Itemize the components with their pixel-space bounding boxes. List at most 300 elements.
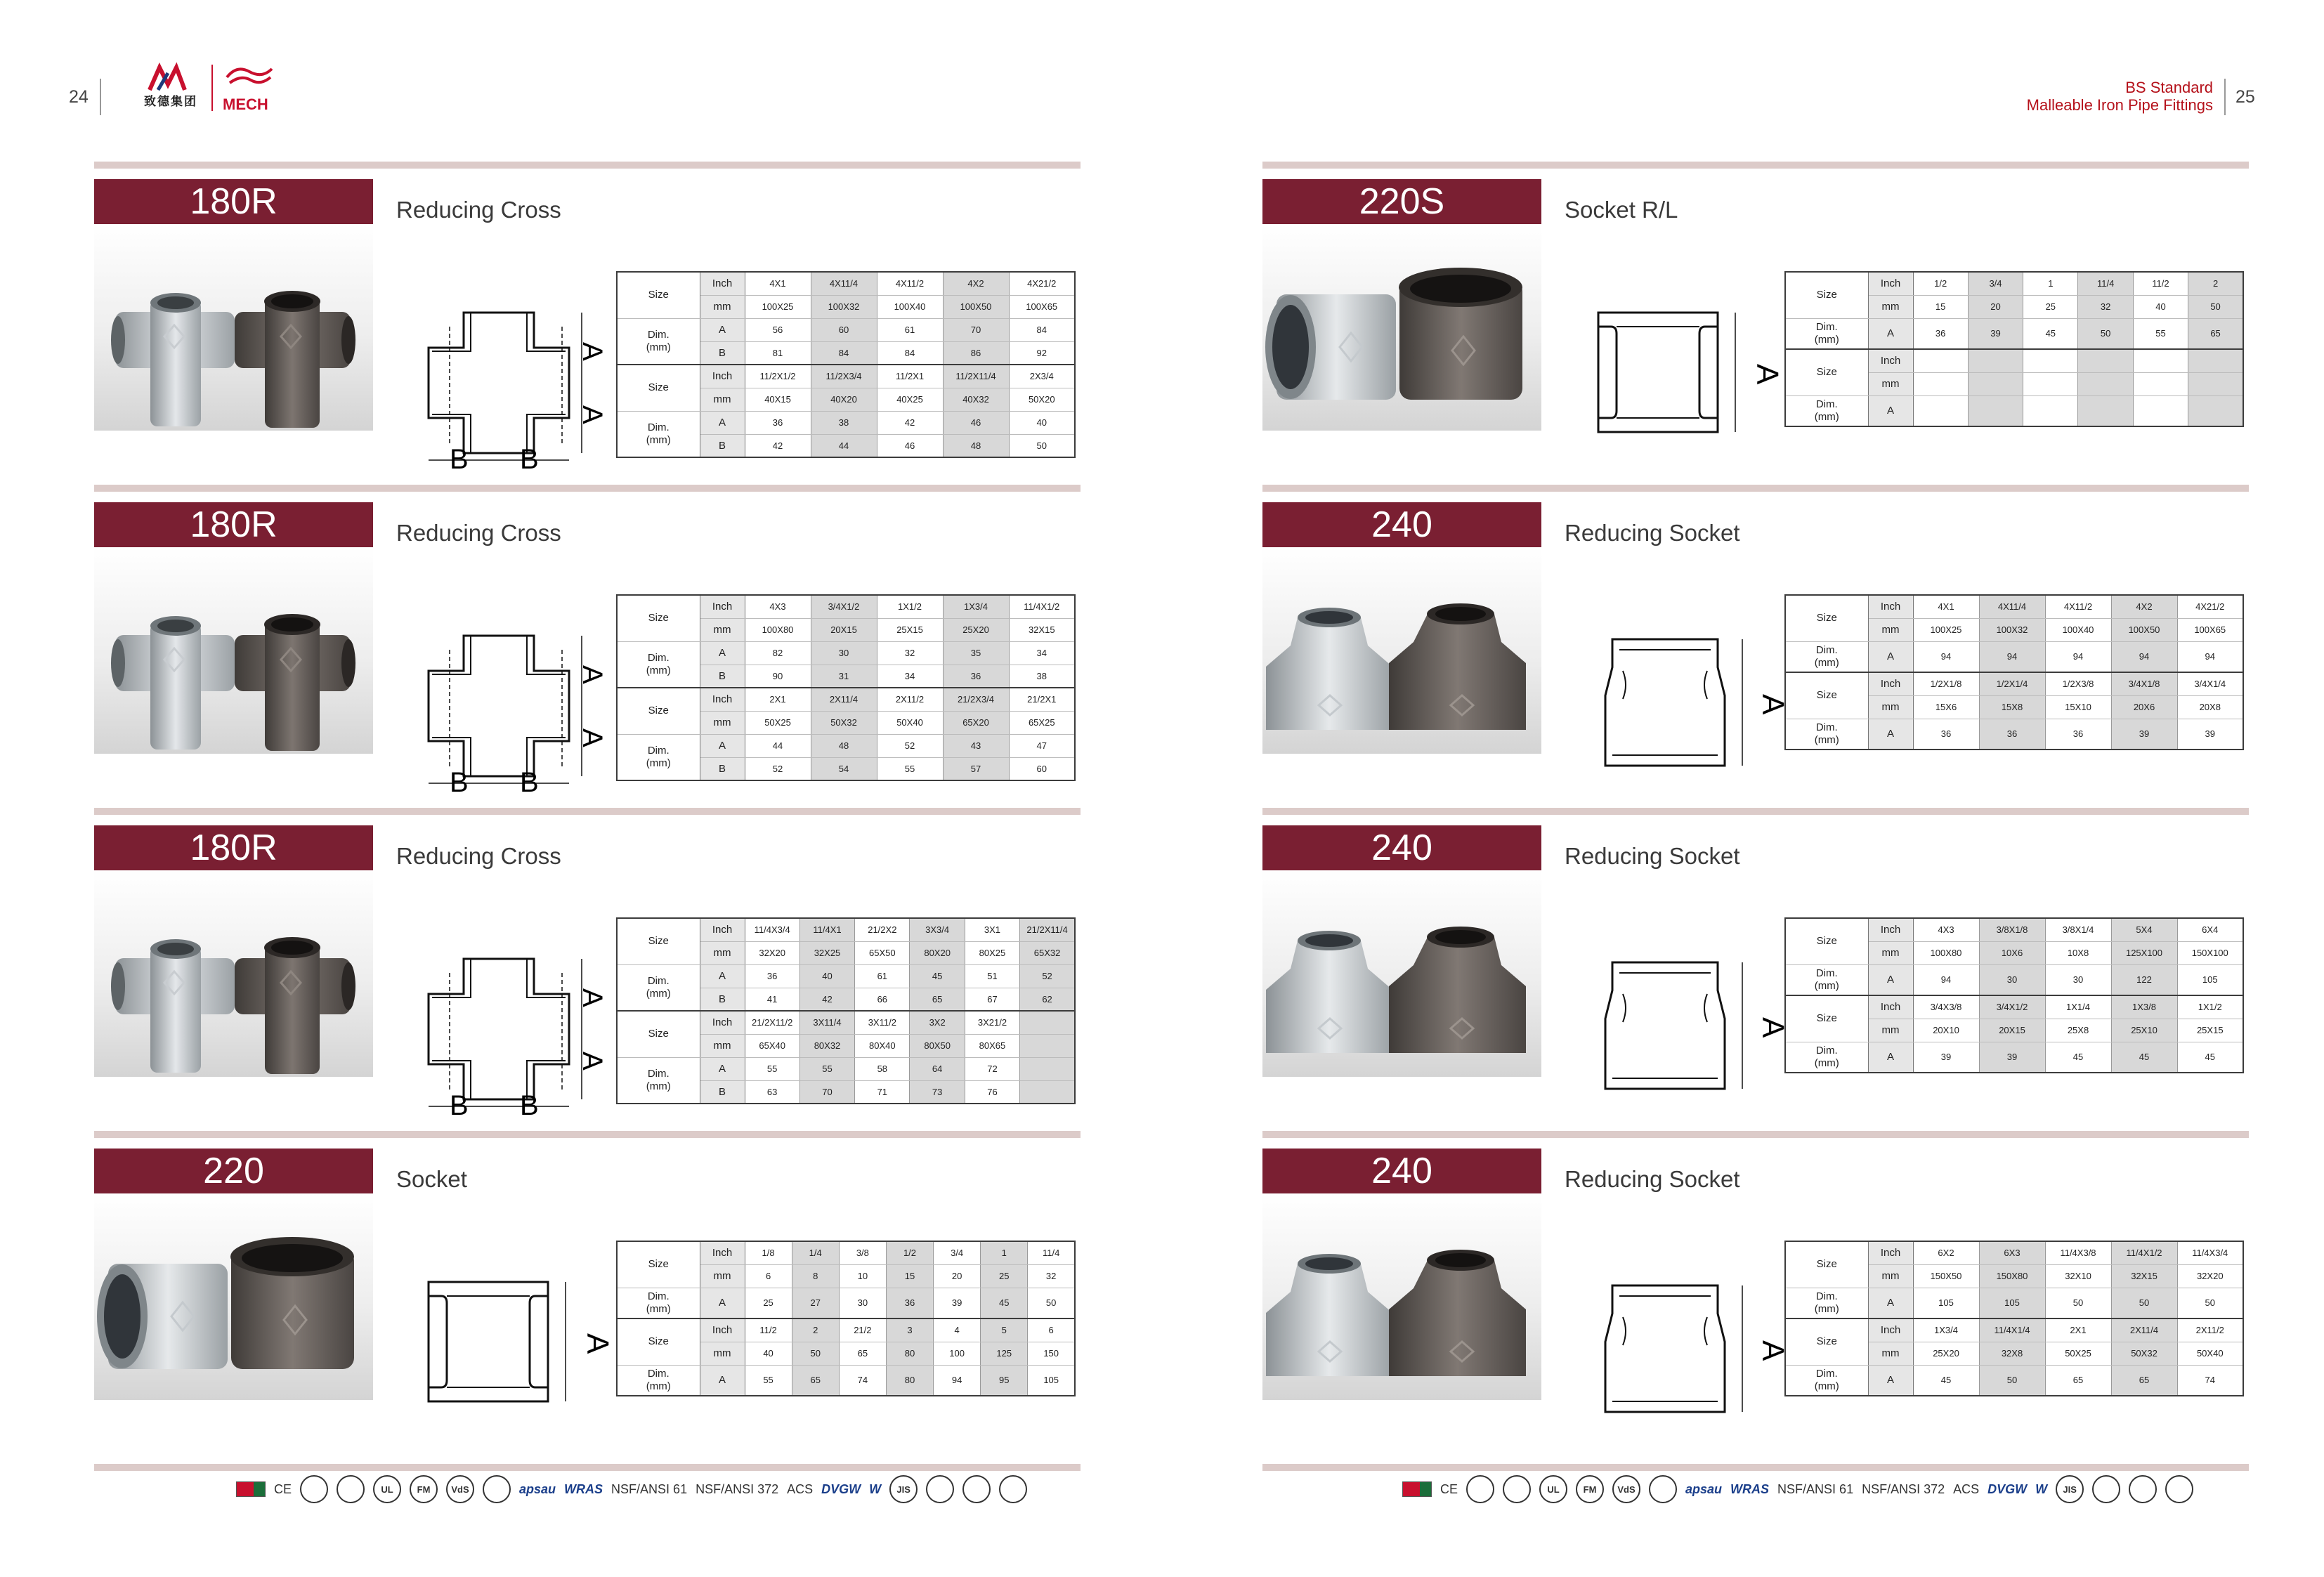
inch-size-cell: 5 (981, 1318, 1028, 1342)
size-label: Size (617, 918, 700, 964)
size-label: Size (617, 365, 700, 411)
mm-size-cell (1020, 1034, 1075, 1057)
dim-label-line2: (mm) (1814, 1302, 1839, 1315)
product-photo (1262, 1193, 1541, 1400)
dim-a-cell: 45 (2045, 1042, 2111, 1073)
section-divider (94, 485, 1081, 492)
inch-unit-label: Inch (1868, 349, 1913, 372)
dim-label-line1: Dim. (647, 744, 670, 757)
spec-table (1784, 271, 2244, 427)
dim-b-cell: 66 (855, 988, 910, 1011)
mm-size-cell: 25X20 (943, 618, 1009, 641)
nsf372-text: NSF/ANSI 372 (696, 1481, 779, 1496)
mm-unit-label: mm (1868, 1019, 1913, 1042)
mm-size-cell: 65X50 (855, 941, 910, 964)
svg-text:A: A (577, 405, 608, 424)
company-logo (144, 63, 285, 114)
product-photo (1262, 870, 1541, 1077)
dim-b-cell: 38 (1009, 665, 1075, 688)
certification-bar-left (236, 1474, 1027, 1505)
dim-a-cell (2188, 395, 2243, 426)
inch-size-cell: 3X21/2 (965, 1011, 1019, 1034)
dim-label (617, 964, 700, 1011)
product-code-badge: 180R (94, 502, 373, 547)
pct-icon (999, 1475, 1027, 1503)
dim-label (1785, 719, 1868, 750)
mm-size-cell: 10X6 (1979, 941, 2045, 964)
dim-a-cell: 51 (965, 964, 1019, 988)
inch-size-cell: 4 (934, 1318, 981, 1342)
mm-unit-label: mm (1868, 695, 1913, 719)
product-title: Reducing Cross (396, 843, 561, 869)
mm-size-cell: 80X32 (799, 1034, 854, 1057)
dim-a-cell: 44 (745, 734, 811, 757)
product-photo (94, 224, 373, 431)
dim-a-cell: 39 (1913, 1042, 1979, 1073)
dim-a-cell: 45 (2177, 1042, 2243, 1073)
inch-size-cell: 1 (2023, 272, 2078, 295)
inch-size-cell (2133, 349, 2188, 372)
footer-divider-left (94, 1464, 1081, 1471)
dim-a-cell: 80 (886, 1365, 933, 1396)
certification-bar-right (1402, 1474, 2193, 1505)
size-label: Size (617, 1241, 700, 1288)
dim-a-cell: 50 (2045, 1288, 2111, 1318)
mm-size-cell: 15 (886, 1264, 933, 1288)
inch-size-cell: 2X1 (2045, 1318, 2111, 1342)
dim-a-cell: 50 (2078, 318, 2133, 349)
dim-a-cell: 45 (2111, 1042, 2177, 1073)
dim-b-cell: 41 (745, 988, 799, 1011)
mm-size-cell: 15X10 (2045, 695, 2111, 719)
inch-size-cell: 11/4X3/8 (2045, 1241, 2111, 1264)
mm-size-cell: 100X80 (1913, 941, 1979, 964)
dim-a-cell: 36 (1913, 719, 1979, 750)
mm-size-cell: 40X25 (877, 388, 943, 411)
dim-b-cell: 34 (877, 665, 943, 688)
dim-a-cell: 55 (2133, 318, 2188, 349)
dim-a-cell: 105 (1979, 1288, 2045, 1318)
inch-size-cell: 3/4X1/2 (1979, 995, 2045, 1019)
inch-size-cell: 1X1/4 (2045, 995, 2111, 1019)
product-title: Socket R/L (1565, 197, 1678, 223)
product-code-badge: 220 (94, 1149, 373, 1193)
table-row-dim-a (617, 1288, 1075, 1318)
dim-b-label: B (700, 341, 745, 365)
table-row-dim-a (1785, 1042, 2243, 1073)
dim-a-cell: 36 (745, 411, 811, 434)
inch-unit-label: Inch (700, 1318, 745, 1342)
mm-size-cell: 100 (934, 1342, 981, 1365)
section-divider (94, 808, 1081, 815)
inch-size-cell: 4X2 (943, 272, 1009, 295)
dim-a-label: A (1868, 1042, 1913, 1073)
dim-label-line2: (mm) (646, 1302, 671, 1315)
mm-size-cell: 40X32 (943, 388, 1009, 411)
dim-a-cell: 94 (2045, 641, 2111, 672)
footer-divider-right (1262, 1464, 2249, 1471)
dim-label (617, 411, 700, 457)
dim-a-cell: 39 (1968, 318, 2023, 349)
inch-size-cell: 2X11/2 (2177, 1318, 2243, 1342)
product-title: Reducing Socket (1565, 520, 1740, 546)
dim-a-cell: 39 (2111, 719, 2177, 750)
inch-size-cell: 2X11/2 (877, 688, 943, 711)
dim-a-cell: 35 (943, 641, 1009, 665)
dim-a-label: A (700, 734, 745, 757)
inch-size-cell: 21/2X11/2 (745, 1011, 799, 1034)
inch-size-cell: 3 (886, 1318, 933, 1342)
dim-a-cell: 64 (910, 1057, 965, 1080)
dim-label-line1: Dim. (1815, 721, 1838, 733)
dim-label-line2: (mm) (1814, 1056, 1839, 1069)
svg-text:A: A (577, 728, 608, 747)
mm-unit-label: mm (1868, 1264, 1913, 1288)
inch-size-cell: 3X11/2 (855, 1011, 910, 1034)
inch-unit-label: Inch (700, 688, 745, 711)
mm-size-cell: 100X25 (745, 295, 811, 318)
mm-size-cell: 50X20 (1009, 388, 1075, 411)
dim-label (617, 734, 700, 780)
dim-a-cell: 52 (877, 734, 943, 757)
inch-unit-label: Inch (700, 918, 745, 941)
mm-size-cell: 65X25 (1009, 711, 1075, 734)
dim-a-cell: 50 (1979, 1365, 2045, 1396)
table-row-dim-a (617, 641, 1075, 665)
size-label: Size (617, 1318, 700, 1365)
table-row-dim-a (1785, 641, 2243, 672)
inch-size-cell: 3/8X1/4 (2045, 918, 2111, 941)
header-divider (100, 79, 101, 115)
inch-size-cell: 3/4 (1968, 272, 2023, 295)
mm-size-cell: 50X25 (745, 711, 811, 734)
dim-label-line2: (mm) (646, 341, 671, 353)
mm-size-cell: 32X15 (2111, 1264, 2177, 1288)
mm-size-cell: 8 (792, 1264, 839, 1288)
mm-size-cell: 10 (839, 1264, 886, 1288)
dim-a-cell: 65 (2045, 1365, 2111, 1396)
dim-a-cell: 36 (2045, 719, 2111, 750)
mm-size-cell: 32X10 (2045, 1264, 2111, 1288)
dim-a-cell (1913, 395, 1968, 426)
inch-size-cell: 11/2 (2133, 272, 2188, 295)
dim-a-cell: 56 (745, 318, 811, 341)
inch-size-cell: 1/4 (792, 1241, 839, 1264)
dim-a-cell: 39 (1979, 1042, 2045, 1073)
dim-a-cell: 34 (1009, 641, 1075, 665)
inch-size-cell: 1/8 (745, 1241, 792, 1264)
dim-b-cell: 46 (877, 434, 943, 457)
inch-size-cell (1913, 349, 1968, 372)
dim-b-cell: 90 (745, 665, 811, 688)
svg-text:A: A (1750, 364, 1784, 385)
dim-b-cell: 42 (745, 434, 811, 457)
dim-label (1785, 964, 1868, 995)
dim-a-cell: 48 (811, 734, 877, 757)
inch-size-cell: 3/4X1/2 (811, 595, 877, 618)
svg-text:A: A (577, 665, 608, 684)
inch-size-cell: 4X1 (1913, 595, 1979, 618)
mm-size-cell: 25X8 (2045, 1019, 2111, 1042)
dim-a-cell: 47 (1009, 734, 1075, 757)
dim-b-label: B (700, 757, 745, 780)
dim-b-cell: 42 (799, 988, 854, 1011)
mm-size-cell: 25 (981, 1264, 1028, 1288)
dim-a-label: A (1868, 318, 1913, 349)
dim-b-cell: 92 (1009, 341, 1075, 365)
dim-a-cell: 105 (1913, 1288, 1979, 1318)
inch-unit-label: Inch (1868, 272, 1913, 295)
dim-a-cell: 46 (943, 411, 1009, 434)
dim-a-cell: 39 (2177, 719, 2243, 750)
meide-logo-icon (144, 63, 200, 94)
inch-size-cell: 3/8X1/8 (1979, 918, 2045, 941)
size-label: Size (617, 272, 700, 318)
inch-unit-label: Inch (700, 365, 745, 388)
wras-logo: WRAS (1730, 1481, 1770, 1496)
mm-size-cell: 6 (745, 1264, 792, 1288)
sii-icon (300, 1475, 328, 1503)
dim-label-line2: (mm) (646, 1380, 671, 1392)
mm-unit-label: mm (1868, 295, 1913, 318)
table-row-dim-a (1785, 1288, 2243, 1318)
table-row-inch (1785, 595, 2243, 618)
mm-size-cell: 80X40 (855, 1034, 910, 1057)
table-row-inch (1785, 1241, 2243, 1264)
technical-drawing (400, 608, 611, 798)
svg-text:B: B (450, 1090, 469, 1121)
inch-size-cell: 21/2X2 (855, 918, 910, 941)
dim-a-cell: 61 (855, 964, 910, 988)
inch-size-cell: 3X2 (910, 1011, 965, 1034)
inch-unit-label: Inch (1868, 1241, 1913, 1264)
wras-logo: WRAS (564, 1481, 603, 1496)
dim-a-label: A (700, 1365, 745, 1396)
table-row-inch (617, 1241, 1075, 1264)
mm-size-cell: 25X20 (1913, 1342, 1979, 1365)
dim-a-cell: 55 (799, 1057, 854, 1080)
inch-size-cell: 1/2X3/8 (2045, 672, 2111, 695)
vds-icon: VdS (1612, 1475, 1640, 1503)
dim-b-cell: 55 (877, 757, 943, 780)
mm-size-cell: 32X15 (1009, 618, 1075, 641)
dim-b-cell: 67 (965, 988, 1019, 1011)
dim-a-cell: 45 (910, 964, 965, 988)
inch-unit-label: Inch (1868, 595, 1913, 618)
dim-a-cell: 65 (792, 1365, 839, 1396)
product-code-badge: 180R (94, 179, 373, 224)
mm-unit-label: mm (700, 295, 745, 318)
left-page-number: 24 (69, 87, 89, 107)
table-row-dim-a (1785, 1365, 2243, 1396)
inch-size-cell (2188, 349, 2243, 372)
nsf372-text: NSF/ANSI 372 (1862, 1481, 1945, 1496)
dim-a-cell: 94 (2111, 641, 2177, 672)
product-title: Reducing Cross (396, 197, 561, 223)
table-row-dim-a (617, 318, 1075, 341)
mm-unit-label: mm (1868, 941, 1913, 964)
logo-english-text: MECH (223, 96, 268, 113)
ccc-icon (1503, 1475, 1531, 1503)
mm-size-cell: 15X6 (1913, 695, 1979, 719)
dim-a-label: A (1868, 719, 1913, 750)
product-photo (1262, 224, 1541, 431)
inch-size-cell: 5X4 (2111, 918, 2177, 941)
dim-label-line1: Dim. (647, 421, 670, 433)
dim-label-line1: Dim. (647, 974, 670, 987)
dim-b-cell: 65 (910, 988, 965, 1011)
dim-a-label: A (1868, 395, 1913, 426)
mm-size-cell: 150X100 (2177, 941, 2243, 964)
inch-size-cell: 1X3/8 (2111, 995, 2177, 1019)
mm-size-cell: 20X6 (2111, 695, 2177, 719)
dim-b-cell: 63 (745, 1080, 799, 1104)
mm-size-cell: 80X20 (910, 941, 965, 964)
table-row-dim-a (617, 1057, 1075, 1080)
nsf61-text: NSF/ANSI 61 (1777, 1481, 1854, 1496)
dim-a-cell: 65 (2111, 1365, 2177, 1396)
dim-label (1785, 1288, 1868, 1318)
dim-label-line1: Dim. (647, 328, 670, 341)
dim-a-cell: 65 (2188, 318, 2243, 349)
fm-approved-icon: FM (1576, 1475, 1604, 1503)
dim-a-label: A (1868, 641, 1913, 672)
inch-size-cell: 21/2X1 (1009, 688, 1075, 711)
jis-icon: JIS (889, 1475, 918, 1503)
dim-b-cell: 70 (799, 1080, 854, 1104)
technical-drawing (1570, 931, 1790, 1113)
mm-size-cell: 20 (934, 1264, 981, 1288)
mm-unit-label: mm (1868, 1342, 1913, 1365)
dim-b-cell: 73 (910, 1080, 965, 1104)
dim-a-cell: 30 (1979, 964, 2045, 995)
seal-icon (962, 1475, 991, 1503)
section-divider (1262, 808, 2249, 815)
dim-label (1785, 318, 1868, 349)
section-divider (1262, 162, 2249, 169)
dim-a-cell: 61 (877, 318, 943, 341)
dim-b-cell: 84 (811, 341, 877, 365)
dim-a-cell: 55 (745, 1057, 799, 1080)
mm-size-cell: 80 (886, 1342, 933, 1365)
mm-size-cell: 25X10 (2111, 1019, 2177, 1042)
inch-size-cell: 11/4 (1028, 1241, 1075, 1264)
mm-unit-label: mm (700, 941, 745, 964)
dim-label-line2: (mm) (646, 664, 671, 676)
dim-a-label: A (1868, 1365, 1913, 1396)
product-code-badge: 240 (1262, 1149, 1541, 1193)
inch-size-cell: 11/2X11/4 (943, 365, 1009, 388)
svg-text:B: B (520, 444, 539, 475)
dim-a-label: A (1868, 1288, 1913, 1318)
inch-size-cell: 1/2 (1913, 272, 1968, 295)
dim-a-cell: 40 (799, 964, 854, 988)
mm-size-cell: 100X80 (745, 618, 811, 641)
size-label: Size (1785, 995, 1868, 1042)
mm-size-cell: 65X20 (943, 711, 1009, 734)
inch-size-cell: 2X11/4 (811, 688, 877, 711)
ce-mark: CE (274, 1481, 292, 1496)
mm-size-cell: 65 (839, 1342, 886, 1365)
size-label: Size (617, 595, 700, 641)
inch-size-cell: 6X3 (1979, 1241, 2045, 1264)
dim-b-cell: 50 (1009, 434, 1075, 457)
inch-size-cell: 4X11/4 (1979, 595, 2045, 618)
inch-size-cell: 4X3 (1913, 918, 1979, 941)
inch-unit-label: Inch (700, 1241, 745, 1264)
dim-a-cell: 74 (2177, 1365, 2243, 1396)
dim-label (617, 641, 700, 688)
mm-size-cell: 50X25 (2045, 1342, 2111, 1365)
inch-size-cell: 6 (1028, 1318, 1075, 1342)
inch-size-cell (1968, 349, 2023, 372)
dim-b-label: B (700, 988, 745, 1011)
inch-size-cell: 3X3/4 (910, 918, 965, 941)
dim-label-line1: Dim. (1815, 1367, 1838, 1380)
ul-listed-icon: UL (1539, 1475, 1567, 1503)
svg-text:A: A (577, 1052, 608, 1071)
inch-size-cell: 3X1 (965, 918, 1019, 941)
dim-a-cell: 94 (1913, 641, 1979, 672)
dim-b-label: B (700, 665, 745, 688)
dim-label (1785, 641, 1868, 672)
spec-table (616, 594, 1076, 781)
mm-size-cell: 125X100 (2111, 941, 2177, 964)
sii-icon (1466, 1475, 1494, 1503)
fm-approved-icon: FM (410, 1475, 438, 1503)
dim-label-line2: (mm) (1814, 733, 1839, 746)
dim-a-cell: 72 (965, 1057, 1019, 1080)
dim-b-cell: 52 (745, 757, 811, 780)
dim-b-cell: 44 (811, 434, 877, 457)
technical-drawing (1570, 284, 1784, 467)
dim-a-cell: 30 (839, 1288, 886, 1318)
dim-label (1785, 1042, 1868, 1073)
dim-b-cell: 54 (811, 757, 877, 780)
mm-size-cell: 125 (981, 1342, 1028, 1365)
spec-table (616, 271, 1076, 458)
dim-b-cell: 62 (1020, 988, 1075, 1011)
table-row-dim-a (1785, 395, 2243, 426)
table-row-inch (617, 918, 1075, 941)
table-row-inch (617, 272, 1075, 295)
mm-size-cell: 40X15 (745, 388, 811, 411)
right-page-number: 25 (2235, 87, 2255, 107)
inch-size-cell: 4X21/2 (2177, 595, 2243, 618)
dim-label-line1: Dim. (647, 1367, 670, 1380)
section-divider (1262, 1131, 2249, 1138)
mm-size-cell (1968, 372, 2023, 395)
dim-a-cell: 45 (1913, 1365, 1979, 1396)
technical-drawing (1570, 608, 1790, 790)
dim-b-cell: 60 (1009, 757, 1075, 780)
inch-size-cell: 21/2 (839, 1318, 886, 1342)
dim-a-cell: 60 (811, 318, 877, 341)
inch-size-cell: 3X11/4 (799, 1011, 854, 1034)
inch-size-cell: 11/4 (2078, 272, 2133, 295)
table-row-dim-a (617, 411, 1075, 434)
product-photo (94, 547, 373, 754)
mm-size-cell: 25X15 (2177, 1019, 2243, 1042)
mm-size-cell: 32X20 (2177, 1264, 2243, 1288)
dim-a-cell (2133, 395, 2188, 426)
dim-label (1785, 395, 1868, 426)
inch-unit-label: Inch (700, 272, 745, 295)
table-row-inch (1785, 1318, 2243, 1342)
spec-table (1784, 917, 2244, 1073)
inch-size-cell: 2 (792, 1318, 839, 1342)
dim-a-cell: 32 (877, 641, 943, 665)
